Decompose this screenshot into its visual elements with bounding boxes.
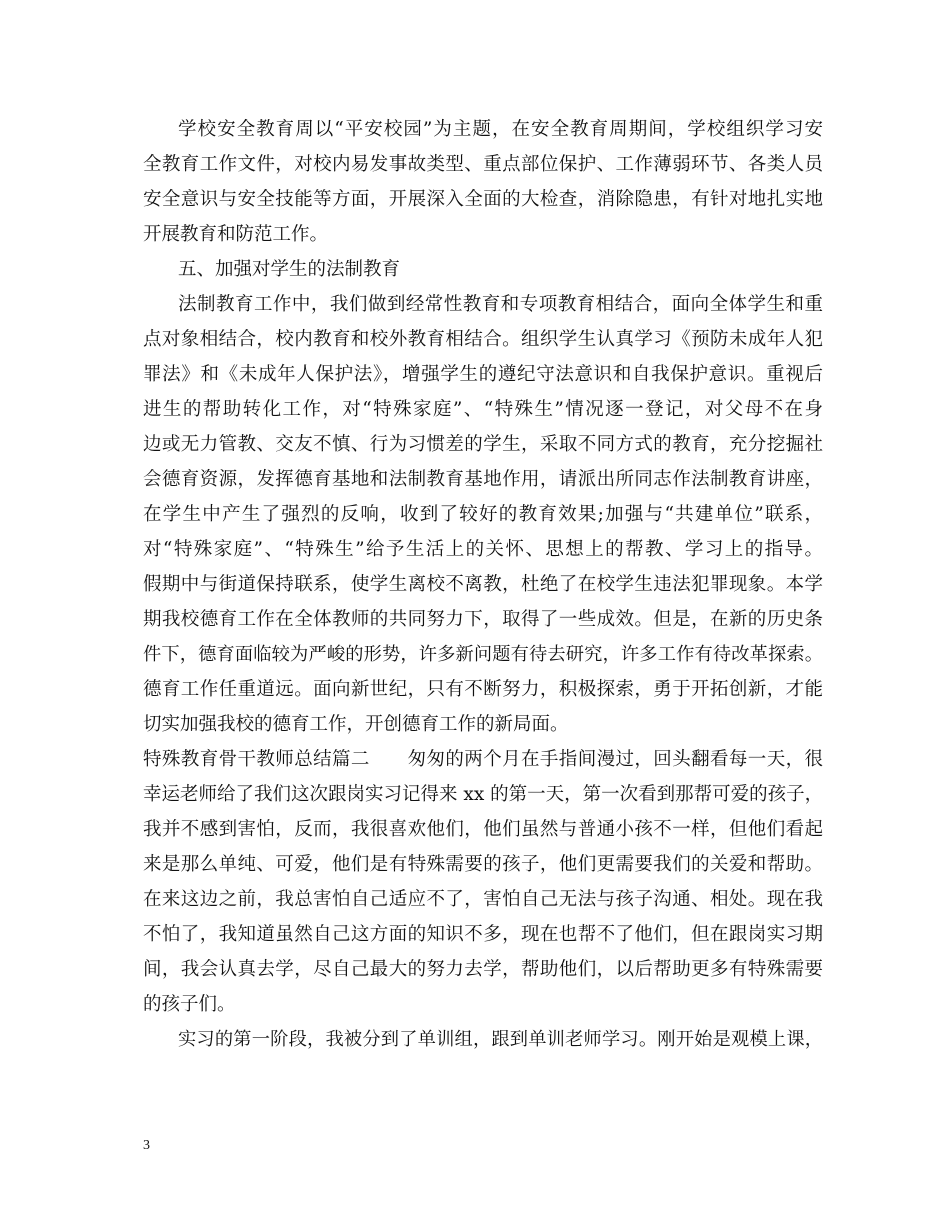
paragraph-line: 开展教育和防范工作。 [143, 224, 329, 245]
paragraph-line: 件下，德育面临较为严峻的形势，许多新问题有待去研究，许多工作有待改革探索。 [143, 644, 823, 665]
paragraph-line: 全教育工作文件，对校内易发事故类型、重点部位保护、工作薄弱环节、各类人员 [143, 154, 823, 175]
paragraph-line: 会德育资源，发挥德育基地和法制教育基地作用，请派出所同志作法制教育讲座， [143, 469, 823, 490]
paragraph-line: 对“特殊家庭”、“特殊生”给予生活上的关怀、思想上的帮教、学习上的指导。 [143, 539, 823, 560]
paragraph-line: 幸运老师给了我们这次跟岗实习记得来 xx 的第一天，第一次看到那帮可爱的孩子， [143, 784, 824, 805]
paragraph-line: 来是那么单纯、可爱，他们是有特殊需要的孩子，他们更需要我们的关爱和帮助。 [143, 854, 823, 875]
paragraph-line: 期我校德育工作在全体教师的共同努力下，取得了一些成效。但是，在新的历史条 [143, 609, 823, 630]
paragraph-line: 罪法》和《未成年人保护法》，增强学生的遵纪守法意识和自我保护意识。重视后 [143, 364, 823, 385]
paragraph-line: 实习的第一阶段，我被分到了单训组，跟到单训老师学习。刚开始是观模上课， [178, 1029, 823, 1050]
paragraph-line: 间，我会认真去学，尽自己最大的努力去学，帮助他们，以后帮助更多有特殊需要 [143, 959, 823, 980]
paragraph-line: 我并不感到害怕，反而，我很喜欢他们，他们虽然与普通小孩不一样，但他们看起 [143, 819, 823, 840]
paragraph-line: 边或无力管教、交友不慎、行为习惯差的学生，采取不同方式的教育，充分挖掘社 [143, 434, 823, 455]
paragraph-line: 假期中与街道保持联系，使学生离校不离教，杜绝了在校学生违法犯罪现象。本学 [143, 574, 823, 595]
section-title-line: 特殊教育骨干教师总结篇二 匆匆的两个月在手指间漫过，回头翻看每一天，很 [143, 749, 823, 770]
paragraph-line: 安全意识与安全技能等方面，开展深入全面的大检查，消除隐患，有针对地扎实地 [143, 189, 823, 210]
paragraph-line: 点对象相结合，校内教育和校外教育相结合。组织学生认真学习《预防未成年人犯 [143, 329, 823, 350]
page-number: 3 [143, 1138, 150, 1153]
paragraph-line: 学校安全教育周以“平安校园”为主题，在安全教育周期间，学校组织学习安 [178, 119, 823, 140]
paragraph-line: 进生的帮助转化工作，对“特殊家庭”、“特殊生”情况逐一登记，对父母不在身 [143, 399, 823, 420]
paragraph-line: 法制教育工作中，我们做到经常性教育和专项教育相结合，面向全体学生和重 [178, 294, 823, 315]
paragraph-line: 的孩子们。 [143, 994, 236, 1015]
paragraph-line: 在来这边之前，我总害怕自己适应不了，害怕自己无法与孩子沟通、相处。现在我 [143, 889, 823, 910]
paragraph-line: 德育工作任重道远。面向新世纪，只有不断努力，积极探索，勇于开拓创新，才能 [143, 679, 823, 700]
paragraph-line: 在学生中产生了强烈的反响，收到了较好的教育效果;加强与“共建单位”联系， [143, 504, 823, 525]
paragraph-line: 切实加强我校的德育工作，开创德育工作的新局面。 [143, 714, 569, 735]
paragraph-line: 不怕了，我知道虽然自己这方面的知识不多，现在也帮不了他们，但在跟岗实习期 [143, 924, 823, 945]
section-heading: 五、加强对学生的法制教育 [178, 259, 401, 280]
